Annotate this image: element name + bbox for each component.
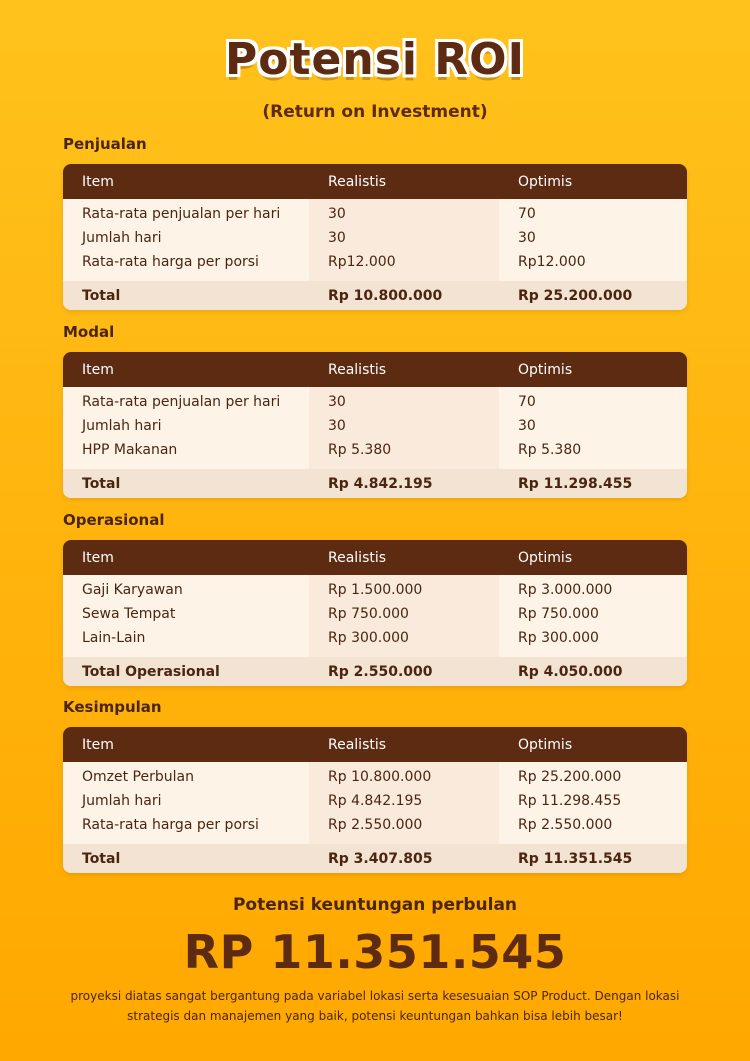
table-total-row: [63, 657, 687, 686]
header-item: Item: [82, 737, 114, 753]
total-optimistic: Rp 11.298.455: [518, 476, 633, 492]
cell-optimistic: Rp 11.298.455: [518, 793, 622, 809]
cell-optimistic: Rp 5.380: [518, 442, 582, 458]
section-label-modal: Modal: [63, 323, 115, 341]
section-label-penjualan: Penjualan: [63, 135, 147, 153]
cell-realistic: Rp 300.000: [328, 630, 409, 646]
header-optimistic: Optimis: [518, 737, 573, 753]
cell-realistic: 30: [328, 206, 346, 222]
cell-item: Omzet Perbulan: [82, 769, 194, 785]
table-body: [63, 387, 687, 469]
table-penjualan: [63, 164, 687, 310]
page-subtitle: (Return on Investment): [262, 102, 488, 122]
header-optimistic: Optimis: [518, 550, 573, 566]
cell-item: Rata-rata penjualan per hari: [82, 206, 281, 222]
table-row: [63, 788, 687, 812]
total-label: Total Operasional: [82, 664, 220, 680]
section-label-operasional: Operasional: [63, 511, 165, 529]
header-item: Item: [82, 362, 114, 378]
table-total-row: [63, 469, 687, 498]
table-modal: [63, 352, 687, 498]
table-header: [63, 164, 687, 199]
header-item: Item: [82, 174, 114, 190]
cell-item: HPP Makanan: [82, 442, 178, 458]
cell-item: Gaji Karyawan: [82, 582, 183, 598]
header-optimistic: Optimis: [518, 174, 573, 190]
cell-optimistic: Rp 25.200.000: [518, 769, 622, 785]
header-realistic: Realistis: [328, 550, 387, 566]
cell-optimistic: Rp12.000: [518, 254, 586, 270]
table-operasional: [63, 540, 687, 686]
header-optimistic: Optimis: [518, 362, 573, 378]
cell-item: Sewa Tempat: [82, 606, 176, 622]
cell-realistic: Rp 5.380: [328, 442, 392, 458]
disclaimer-note: proyeksi diatas sangat bergantung pada variabel lokasi serta kesesuaian SOP Product. Dengan lokasi strategis dan manajemen yang baik, potensi keuntungan bahkan bisa lebih besar!: [70, 989, 680, 1023]
cell-optimistic: 70: [518, 394, 536, 410]
table-row: [63, 812, 687, 836]
cell-item: Rata-rata harga per porsi: [82, 817, 259, 833]
cell-optimistic: 30: [518, 418, 536, 434]
cell-realistic: Rp12.000: [328, 254, 396, 270]
cell-realistic: Rp 750.000: [328, 606, 409, 622]
total-label: Total: [82, 288, 121, 304]
cell-optimistic: 70: [518, 206, 536, 222]
cell-optimistic: Rp 300.000: [518, 630, 599, 646]
total-optimistic: Rp 4.050.000: [518, 664, 623, 680]
cell-optimistic: Rp 2.550.000: [518, 817, 613, 833]
table-header: [63, 727, 687, 762]
total-optimistic: Rp 25.200.000: [518, 288, 633, 304]
section-label-kesimpulan: Kesimpulan: [63, 698, 162, 716]
header-realistic: Realistis: [328, 362, 387, 378]
table-row: [63, 577, 687, 601]
table-row: [63, 201, 687, 225]
table-row: [63, 225, 687, 249]
total-realistic: Rp 4.842.195: [328, 476, 433, 492]
table-row: [63, 764, 687, 788]
total-optimistic: Rp 11.351.545: [518, 851, 633, 867]
cell-item: Rata-rata harga per porsi: [82, 254, 259, 270]
page-title: Potensi ROI: [225, 34, 525, 85]
table-row: [63, 249, 687, 273]
cell-item: Jumlah hari: [82, 230, 162, 246]
header-realistic: Realistis: [328, 174, 387, 190]
table-body: [63, 762, 687, 844]
cell-item: Jumlah hari: [82, 418, 162, 434]
table-row: [63, 625, 687, 649]
profit-value: RP 11.351.545: [183, 925, 567, 979]
cell-item: Lain-Lain: [82, 630, 146, 646]
cell-optimistic: Rp 750.000: [518, 606, 599, 622]
cell-realistic: Rp 10.800.000: [328, 769, 432, 785]
header-item: Item: [82, 550, 114, 566]
total-realistic: Rp 3.407.805: [328, 851, 433, 867]
cell-realistic: Rp 2.550.000: [328, 817, 423, 833]
cell-item: Jumlah hari: [82, 793, 162, 809]
table-body: [63, 199, 687, 281]
table-body: [63, 575, 687, 657]
cell-realistic: 30: [328, 394, 346, 410]
header-realistic: Realistis: [328, 737, 387, 753]
cell-realistic: Rp 4.842.195: [328, 793, 423, 809]
cell-realistic: 30: [328, 230, 346, 246]
total-realistic: Rp 2.550.000: [328, 664, 433, 680]
cell-item: Rata-rata penjualan per hari: [82, 394, 281, 410]
table-header: [63, 352, 687, 387]
total-realistic: Rp 10.800.000: [328, 288, 443, 304]
table-row: [63, 601, 687, 625]
table-row: [63, 389, 687, 413]
table-header: [63, 540, 687, 575]
table-row: [63, 413, 687, 437]
total-label: Total: [82, 476, 121, 492]
cell-realistic: 30: [328, 418, 346, 434]
table-row: [63, 437, 687, 461]
cell-optimistic: Rp 3.000.000: [518, 582, 613, 598]
cell-optimistic: 30: [518, 230, 536, 246]
table-kesimpulan: [63, 727, 687, 873]
cell-realistic: Rp 1.500.000: [328, 582, 423, 598]
table-total-row: [63, 844, 687, 873]
table-total-row: [63, 281, 687, 310]
total-label: Total: [82, 851, 121, 867]
profit-label: Potensi keuntungan perbulan: [232, 895, 518, 915]
